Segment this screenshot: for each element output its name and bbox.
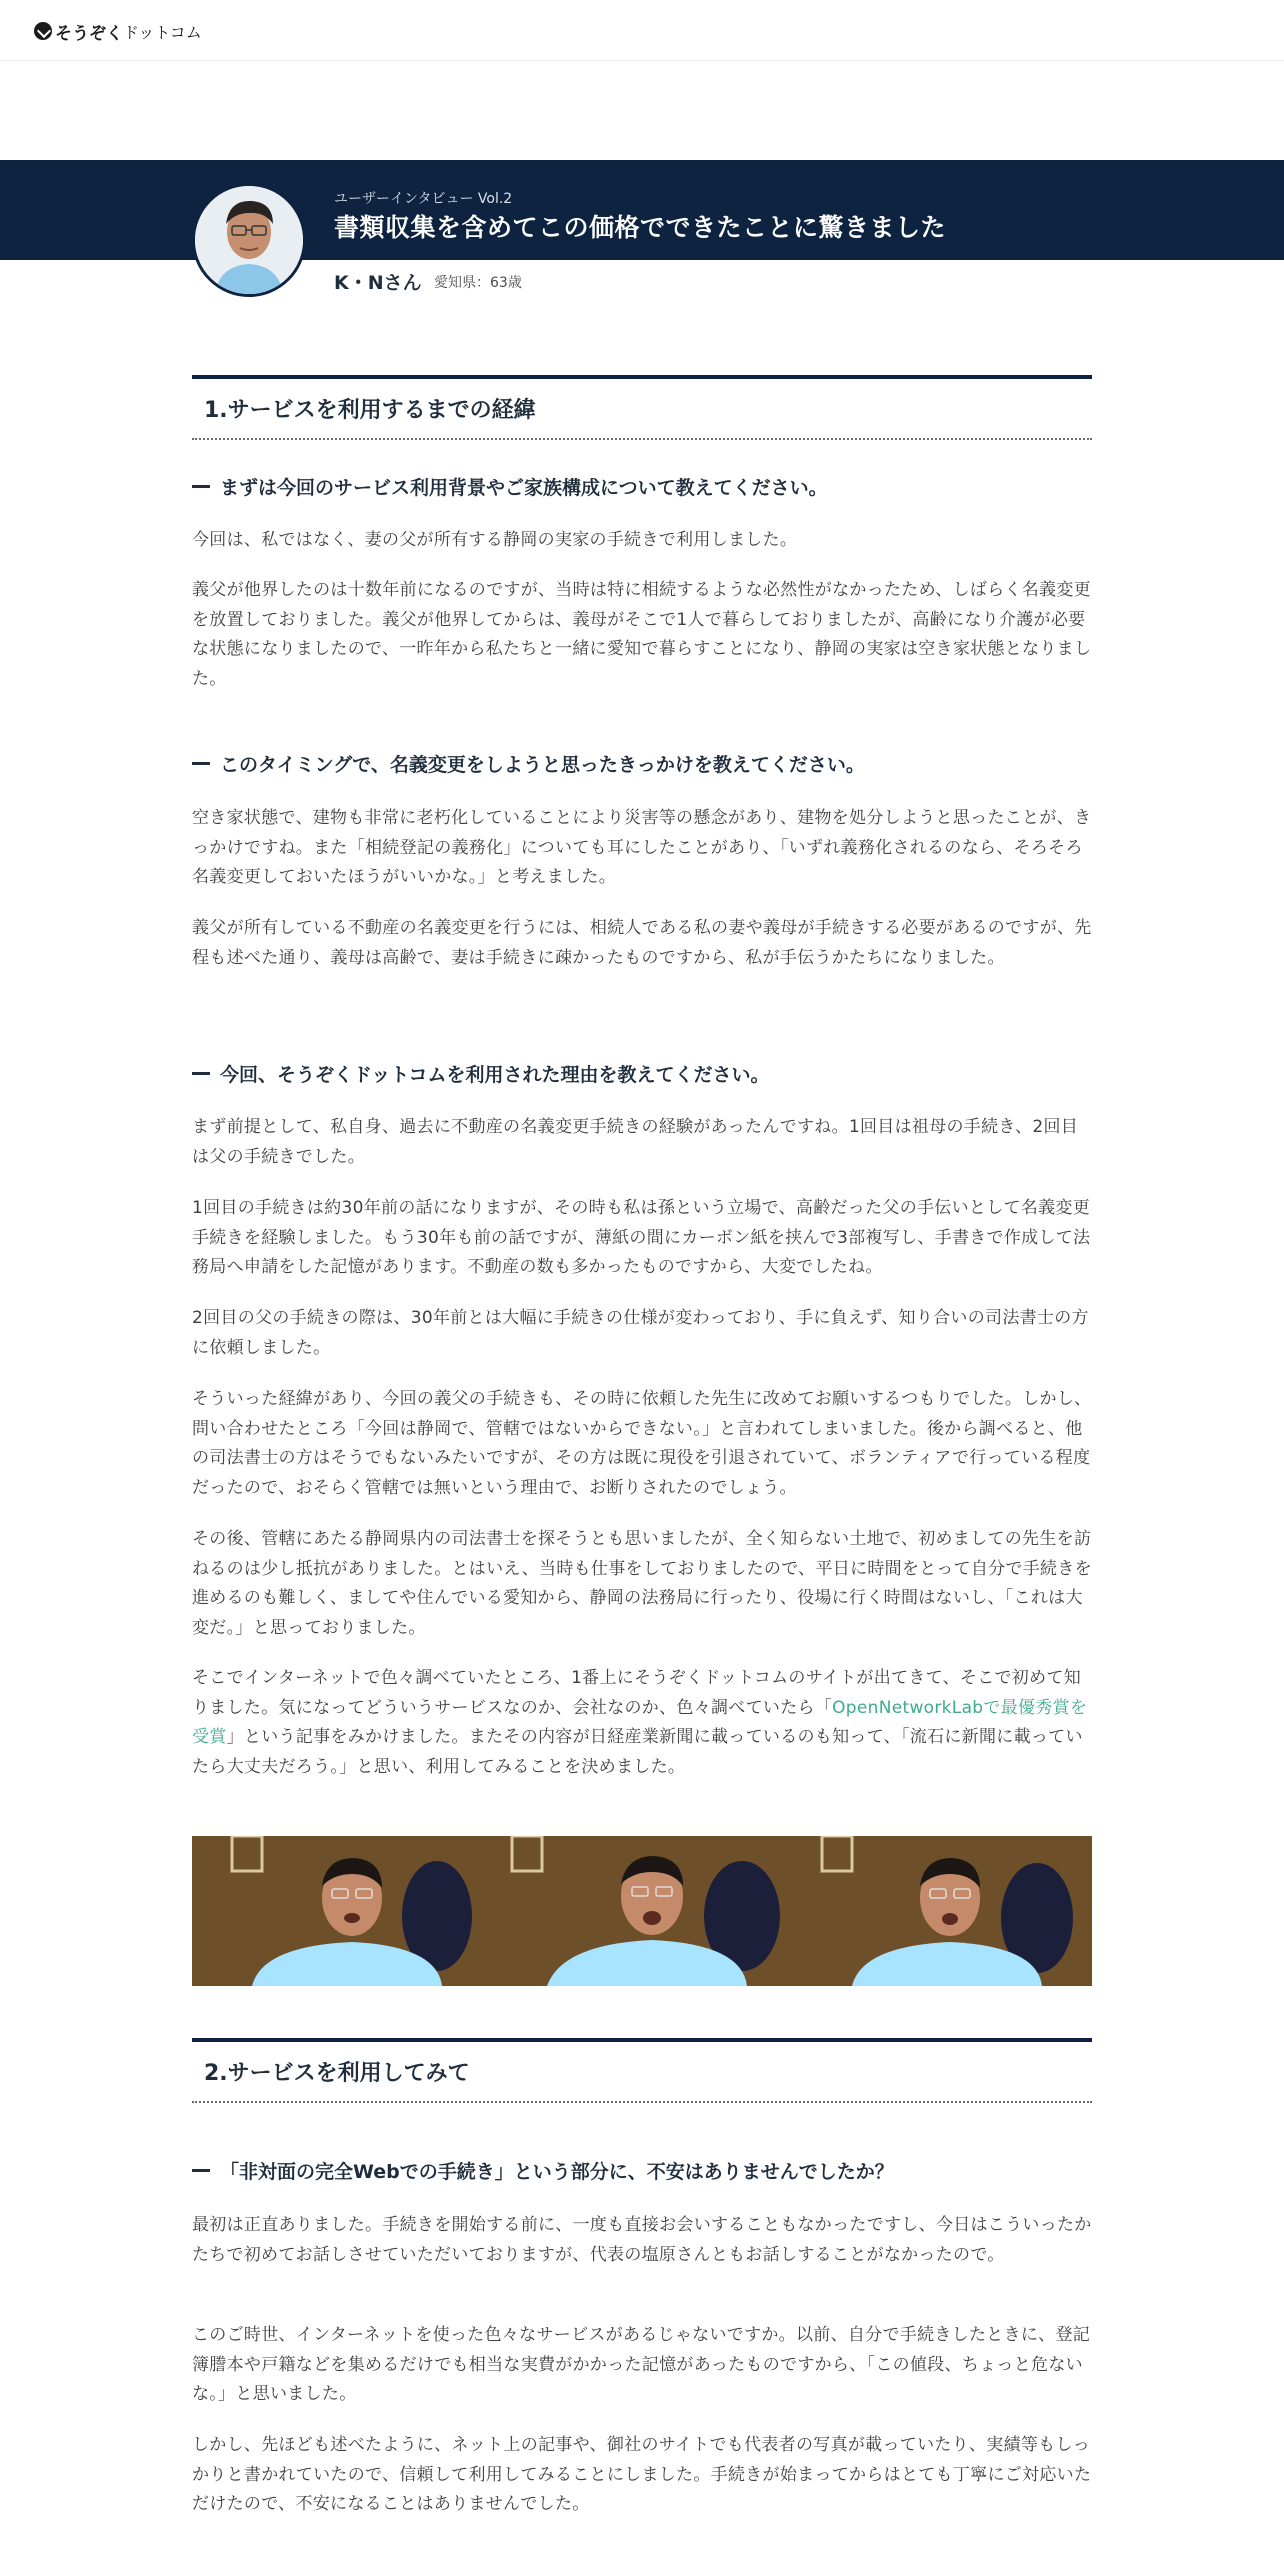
dash-icon [192, 485, 210, 488]
question-heading [192, 751, 1092, 779]
question-text: まずは今回のサービス利用背景やご家族構成について教えてください。 [220, 477, 828, 499]
interview-photo [492, 1836, 792, 1986]
interviewee-name: K・Nさん [334, 272, 422, 294]
interview-photo-strip [192, 1836, 1092, 1986]
paragraph-text: 」という記事をみかけました。またその内容が日経産業新聞に載っているのも知って、「流石に新聞に載っていたら大丈夫だろう。」と思い、利用してみることを決めました。 [192, 1727, 1083, 1777]
section-heading: 2.サービスを利用してみて [192, 2038, 1092, 2103]
answer-paragraph: 義父が所有している不動産の名義変更を行うには、相続人である私の妻や義母が手続きする必要があるのですが、先程も述べた通り、義母は高齢で、妻は手続きに疎かったものですから、私が手伝うかたちになりました。 [192, 918, 1092, 968]
question-block [192, 1061, 1092, 1089]
interviewee-location: 愛知県：63歳 [434, 275, 522, 291]
section-heading: 1.サービスを利用するまでの経緯 [192, 375, 1092, 440]
logo-mark-icon [34, 22, 52, 40]
question-block [192, 751, 1092, 779]
question-text: このタイミングで、名義変更をしようと思ったきっかけを教えてください。 [220, 754, 865, 776]
dash-icon [192, 762, 210, 765]
answer-paragraph: まず前提として、私自身、過去に不動産の名義変更手続きの経験があったんですね。1回目は祖母の手続き、2回目は父の手続きでした。 [192, 1117, 1079, 1167]
interview-video-frame-icon [192, 1836, 492, 1986]
dash-icon [192, 2169, 210, 2172]
answer-paragraph: 義父が他界したのは十数年前になるのですが、当時は特に相続するような必然性がなかったため、しばらく名義変更を放置しておりました。義父が他界してからは、義母がそこで1人で暮らしておりましたが、高齢になり介護が必要な状態になりましたので、一昨年から私たちと一緒に愛知で暮らすことになり、静岡の実家は空き家状態となりました。 [192, 580, 1092, 689]
answer-paragraph: 空き家状態で、建物も非常に老朽化していることにより災害等の懸念があり、建物を処分しようと思ったことが、きっかけですね。また「相続登記の義務化」についても耳にしたことがあり、「いずれ義務化されるのなら、そろそろ名義変更しておいたほうがいいかな。」と考えました。 [192, 808, 1092, 887]
question-text: 今回、そうぞくドットコムを利用された理由を教えてください。 [220, 1064, 770, 1086]
page-title: 書類収集を含めてこの価格でできたことに驚きました [334, 213, 947, 242]
question-heading [192, 2158, 1092, 2186]
logo-text-strong: そうぞく [55, 23, 123, 44]
answer-paragraph [192, 1664, 1092, 1782]
interview-video-frame-icon [492, 1836, 792, 1986]
award-article-link[interactable]: OpenNetworkLabで最優秀賞を受賞 [192, 1697, 1088, 1747]
site-logo[interactable] [34, 18, 202, 44]
interview-photo [192, 1836, 492, 1986]
interview-photo [792, 1836, 1092, 1986]
answer-paragraph: 2回目の父の手続きの際は、30年前とは大幅に手続きの仕様が変わっており、手に負えず、知り合いの司法書士の方に依頼しました。 [192, 1308, 1089, 1358]
answer-paragraph: 1回目の手続きは約30年前の話になりますが、その時も私は孫という立場で、高齢だった父の手伝いとして名義変更手続きを経験しました。もう30年も前の話ですが、薄紙の間にカーボン紙を挟んで3部複写し、手書きで作成して法務局へ申請をした記憶があります。不動産の数も多かったものですから、大変でしたね。 [192, 1198, 1091, 1277]
question-block [192, 474, 1092, 502]
answer-paragraph: しかし、先ほども述べたように、ネット上の記事や、御社のサイトでも代表者の写真が載っていたり、実績等もしっかりと書かれていたので、信頼して利用してみることにしました。手続きが始まってからはとても丁寧にご対応いただけたので、不安になることはありませんでした。 [192, 2435, 1092, 2514]
section-2 [192, 2038, 1092, 2103]
answer-paragraph: その後、管轄にあたる静岡県内の司法書士を探そうとも思いましたが、全く知らない土地で、初めましての先生を訪ねるのは少し抵抗がありました。とはいえ、当時も仕事をしておりましたので、平日に時間をとって自分で手続きを進めるのも難しく、ましてや住んでいる愛知から、静岡の法務局に行ったり、役場に行く時間はないし、「これは大変だ。」と思っておりました。 [192, 1529, 1092, 1638]
person-portrait-icon [195, 186, 303, 294]
interview-kicker: ユーザーインタビュー Vol.2 [334, 191, 513, 207]
answer-paragraph: 最初は正直ありました。手続きを開始する前に、一度も直接お会いすることもなかったですし、今日はこういったかたちで初めてお話しさせていただいておりますが、代表の塩原さんともお話しすることがなかったので。 [192, 2215, 1092, 2265]
interview-video-frame-icon [792, 1836, 1092, 1986]
question-heading [192, 1061, 1092, 1089]
section-1 [192, 375, 1092, 440]
question-block [192, 2158, 1092, 2186]
answer-paragraph: このご時世、インターネットを使った色々なサービスがあるじゃないですか。以前、自分で手続きしたときに、登記簿謄本や戸籍などを集めるだけでも相当な実費がかかった記憶があったものですから、「この値段、ちょっと危ないな。」と思いました。 [192, 2325, 1091, 2404]
site-header [0, 0, 1284, 61]
interviewee-avatar [192, 183, 306, 297]
logo-text-light: ドットコム [123, 22, 202, 42]
question-heading [192, 474, 1092, 502]
paragraph-text: そこでインターネットで色々調べていたところ、1番上にそうぞくドットコムのサイトが出てきて、そこで初めて知りました。気になってどういうサービスなのか、会社なのか、色々調べていたら「 [192, 1668, 1081, 1718]
answer-paragraph: そういった経緯があり、今回の義父の手続きも、その時に依頼した先生に改めてお願いするつもりでした。しかし、問い合わせたところ「今回は静岡で、管轄ではないからできない。」と言われてしまいました。後から調べると、他の司法書士の方はそうでもないみたいですが、その方は既に現役を引退されていて、ボランティアで行っている程度だったので、おそらく管轄では無いという理由で、お断りされたのでしょう。 [192, 1389, 1092, 1498]
question-text: 「非対面の完全Webでの手続き」という部分に、不安はありませんでしたか？ [220, 2161, 894, 2183]
dash-icon [192, 1072, 210, 1075]
answer-paragraph: 今回は、私ではなく、妻の父が所有する静岡の実家の手続きで利用しました。 [192, 530, 798, 550]
